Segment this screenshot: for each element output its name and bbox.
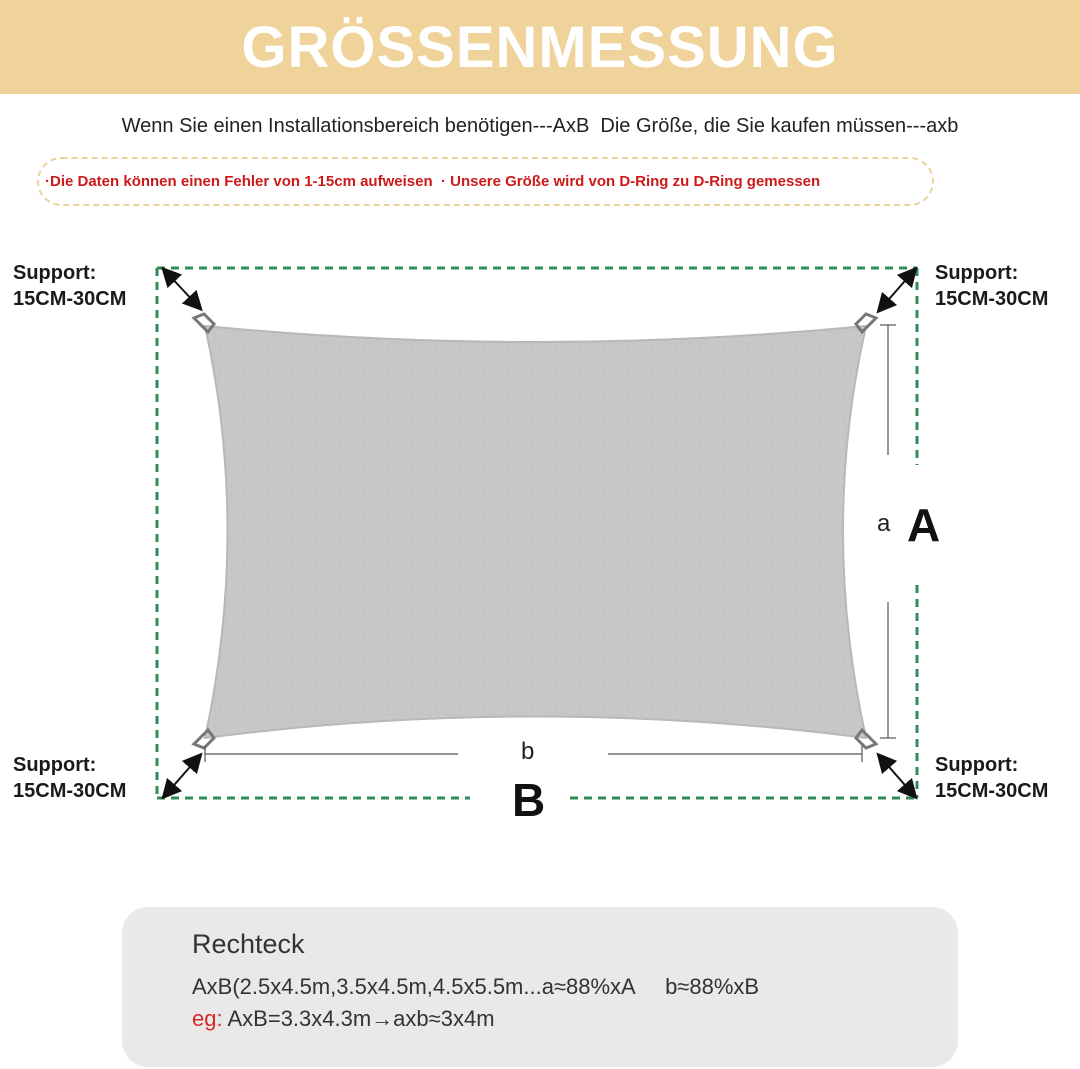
notice-dring-measure: · Unsere Größe wird von D-Ring zu D-Ring gemessen [440,173,821,190]
label-A: A [907,499,941,551]
support-arrow-bottom-right [883,760,911,792]
title-banner [0,0,1080,94]
example-text: AxB=3.3x4.3m→axb≈3x4m [222,1006,495,1031]
support-arrow-top-left [168,274,196,304]
support-label-bottom-left: Support: 15CM-30CM [13,754,127,802]
label-b: b [521,738,535,765]
support-arrow-top-right [883,274,911,306]
d-ring-top-right [856,314,876,332]
size-diagram [0,230,1080,830]
shade-sail [205,326,866,738]
notice-error-tolerance: ·Die Daten können einen Fehler von 1-15cm aufweisen [45,173,433,190]
info-title: Rechteck [192,929,305,959]
support-label-bottom-right: Support: 15CM-30CM [935,754,1049,802]
installation-subtitle: Wenn Sie einen Installationsbereich benötigen---AxB Die Größe, die Sie kaufen müssen---axb [121,115,959,137]
rectangle-info-box [122,907,958,1067]
page-title: GRÖSSENMESSUNG [241,14,839,80]
support-arrow-bottom-left [168,760,196,792]
notice-box [37,157,934,206]
info-example-line [192,1006,958,1032]
label-B: B [512,774,546,826]
d-ring-top-left [194,314,214,332]
label-a: a [877,510,891,537]
support-label-top-right: Support: 15CM-30CM [935,262,1049,310]
example-label: eg: [192,1006,223,1031]
support-label-top-left: Support: 15CM-30CM [13,262,127,310]
info-sizes-line: AxB(2.5x4.5m,3.5x4.5m,4.5x5.5m...a≈88%xA b≈88%xB [192,974,760,999]
